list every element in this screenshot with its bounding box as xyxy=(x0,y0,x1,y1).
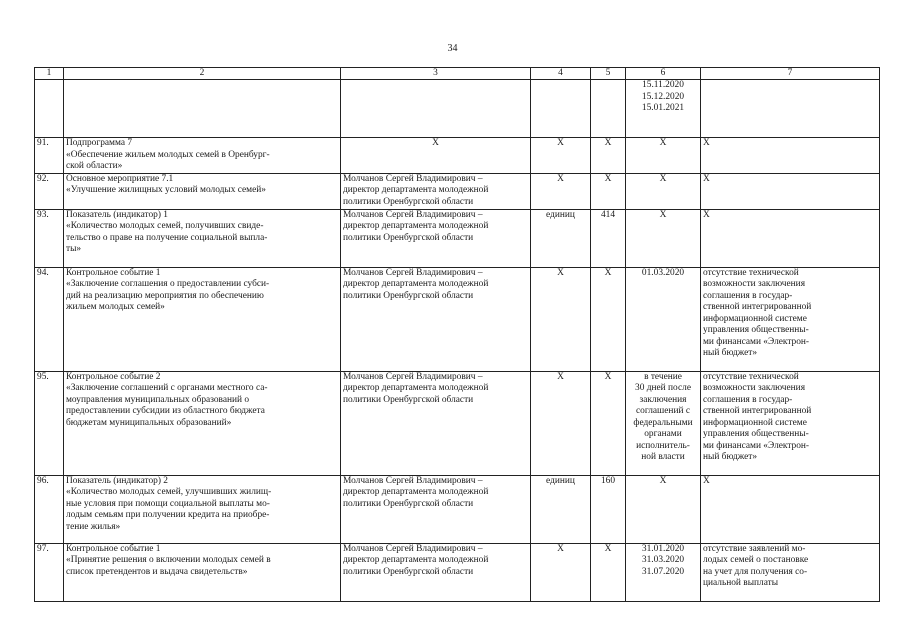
cell-line: директор департамента молодежной xyxy=(343,279,489,289)
column-header-5: 5 xyxy=(591,68,626,80)
cell-line: политики Оренбургской области xyxy=(343,196,474,207)
cell-value: X xyxy=(591,267,626,371)
cell-line: моуправления муниципальных образований о xyxy=(66,394,250,405)
table-row xyxy=(35,267,880,371)
cell-line: X xyxy=(703,138,710,148)
cell-line: ный бюджет» xyxy=(703,452,758,462)
cell-line: директор департамента молодежной xyxy=(343,487,489,497)
cell-line: жильем молодых семей» xyxy=(66,302,165,312)
cell-responsible xyxy=(341,267,531,371)
cell-name xyxy=(64,267,341,371)
cell-line: ной власти xyxy=(641,452,685,462)
cell-line: 31.07.2020 xyxy=(641,566,685,577)
table-row xyxy=(35,80,880,138)
cell-line: Молчанов Сергей Владимирович – xyxy=(343,475,483,486)
cell-responsible xyxy=(341,80,531,138)
cell-number: 93. xyxy=(35,209,64,267)
cell-line: X xyxy=(703,209,710,220)
table-row xyxy=(35,209,880,267)
cell-name xyxy=(64,371,341,475)
cell-line: Молчанов Сергей Владимирович – xyxy=(343,209,483,220)
cell-line: Контрольное событие 1 xyxy=(66,267,161,278)
table-body xyxy=(35,80,880,602)
cell-line: «Заключение соглашений с органами местного са- xyxy=(66,383,268,393)
column-header-4: 4 xyxy=(531,68,591,80)
cell-number: 96. xyxy=(35,475,64,543)
cell-line: «Обеспечение жильем молодых семей в Оренбург- xyxy=(66,149,270,160)
cell-line: федеральными xyxy=(633,417,693,428)
cell-line: управления общественны- xyxy=(703,325,809,335)
cell-responsible xyxy=(341,173,531,209)
cell-line: политики Оренбургской области xyxy=(343,232,474,243)
cell-value: 160 xyxy=(591,475,626,543)
cell-date xyxy=(626,371,701,475)
cell-value xyxy=(591,80,626,138)
cell-number: 92. xyxy=(35,173,64,209)
cell-responsible xyxy=(341,371,531,475)
cell-line: директор департамента молодежной xyxy=(343,221,489,231)
cell-line: политики Оренбургской области xyxy=(343,498,474,509)
cell-line: тение жилья» xyxy=(66,521,121,532)
cell-date xyxy=(626,543,701,601)
column-header-6: 6 xyxy=(626,68,701,80)
cell-note xyxy=(701,138,880,174)
cell-value: X xyxy=(591,138,626,174)
cell-line: ственной интегрированной xyxy=(703,302,812,312)
column-header-3: 3 xyxy=(341,68,531,80)
cell-line: соглашения в государ- xyxy=(703,394,793,405)
cell-line: исполнитель- xyxy=(636,440,690,451)
cell-line: 31.03.2020 xyxy=(641,555,685,565)
program-table xyxy=(34,67,880,602)
table-row xyxy=(35,371,880,475)
cell-number xyxy=(35,80,64,138)
cell-line: «Количество молодых семей, получивших свиде- xyxy=(66,221,264,231)
cell-line: Показатель (индикатор) 1 xyxy=(66,209,168,220)
cell-line: органами xyxy=(644,429,682,439)
cell-line: политики Оренбургской области xyxy=(343,394,474,405)
cell-line: ственной интегрированной xyxy=(703,406,812,416)
cell-line: X xyxy=(703,475,710,486)
cell-unit: X xyxy=(531,543,591,601)
cell-name xyxy=(64,173,341,209)
cell-note xyxy=(701,267,880,371)
cell-responsible xyxy=(341,475,531,543)
cell-line: Молчанов Сергей Владимирович – xyxy=(343,371,483,382)
cell-line: информационной системе xyxy=(703,417,807,428)
cell-line: X xyxy=(659,209,667,220)
cell-line: директор департамента молодежной xyxy=(343,383,489,393)
cell-name xyxy=(64,209,341,267)
cell-name xyxy=(64,80,341,138)
page-number: 34 xyxy=(447,43,458,54)
cell-name xyxy=(64,543,341,601)
cell-line: 31.01.2020 xyxy=(641,543,685,554)
cell-name xyxy=(64,138,341,174)
cell-value: X xyxy=(591,543,626,601)
cell-line: отсутствие заявлений мо- xyxy=(703,543,806,554)
cell-line: Показатель (индикатор) 2 xyxy=(66,475,168,486)
cell-line: соглашения в государ- xyxy=(703,290,793,301)
cell-unit: единиц xyxy=(531,209,591,267)
cell-value: 414 xyxy=(591,209,626,267)
cell-date xyxy=(626,209,701,267)
cell-line: X xyxy=(703,173,710,184)
cell-unit: X xyxy=(531,173,591,209)
cell-unit xyxy=(531,80,591,138)
table-row xyxy=(35,543,880,601)
cell-line: отсутствие технической xyxy=(703,371,799,382)
cell-line: политики Оренбургской области xyxy=(343,290,474,301)
cell-line: «Заключение соглашения о предоставлении субси- xyxy=(66,279,270,289)
cell-line: ные условия при помощи социальной выплаты мо- xyxy=(66,498,270,509)
header-row xyxy=(35,68,880,80)
cell-unit: единиц xyxy=(531,475,591,543)
cell-line: директор департамента молодежной xyxy=(343,185,489,195)
cell-line: ты» xyxy=(66,244,82,254)
cell-line: соглашений с xyxy=(636,406,690,416)
table-row xyxy=(35,475,880,543)
table-row xyxy=(35,138,880,174)
cell-responsible xyxy=(341,138,531,174)
cell-line: 15.01.2021 xyxy=(641,103,685,113)
cell-line: «Количество молодых семей, улучшивших жилищ- xyxy=(66,487,272,497)
cell-line: X xyxy=(659,173,667,184)
cell-value: X xyxy=(591,371,626,475)
cell-note xyxy=(701,173,880,209)
cell-date xyxy=(626,80,701,138)
cell-line: возможности заключения xyxy=(703,279,806,289)
cell-number: 97. xyxy=(35,543,64,601)
cell-line: 01.03.2020 xyxy=(641,267,685,278)
cell-line: «Улучшение жилищных условий молодых семей» xyxy=(66,185,266,195)
cell-date xyxy=(626,138,701,174)
cell-line: Подпрограмма 7 xyxy=(66,138,133,148)
cell-line: Контрольное событие 1 xyxy=(66,543,161,554)
column-header-2: 2 xyxy=(64,68,341,80)
cell-number: 94. xyxy=(35,267,64,371)
cell-line: «Принятие решения о включении молодых семей в xyxy=(66,555,271,565)
cell-line: директор департамента молодежной xyxy=(343,555,489,565)
cell-line: предоставлении субсидии из областного бюджета xyxy=(66,406,265,416)
cell-line: X xyxy=(432,138,439,148)
cell-line: в течение xyxy=(644,371,682,382)
cell-line: Молчанов Сергей Владимирович – xyxy=(343,267,483,278)
cell-unit: X xyxy=(531,371,591,475)
cell-line: ми финансами «Электрон- xyxy=(703,336,810,347)
column-header-7: 7 xyxy=(701,68,880,80)
cell-line: 15.11.2020 xyxy=(642,80,684,90)
cell-line: ской области» xyxy=(66,161,123,171)
cell-responsible xyxy=(341,209,531,267)
cell-line: список претендентов и выдача свидетельств» xyxy=(66,566,248,577)
cell-line: Контрольное событие 2 xyxy=(66,371,161,382)
cell-line: заключения xyxy=(639,394,687,405)
cell-note xyxy=(701,80,880,138)
cell-line: отсутствие технической xyxy=(703,267,799,278)
cell-line: ми финансами «Электрон- xyxy=(703,440,810,451)
cell-number: 91. xyxy=(35,138,64,174)
cell-line: лодым семьям при получении кредита на приобре- xyxy=(66,510,270,520)
cell-note xyxy=(701,371,880,475)
cell-line: дий на реализацию мероприятия по обеспечению xyxy=(66,290,264,301)
cell-date xyxy=(626,173,701,209)
cell-line: Основное мероприятие 7.1 xyxy=(66,173,174,184)
cell-line: Молчанов Сергей Владимирович – xyxy=(343,543,483,554)
cell-line: Молчанов Сергей Владимирович – xyxy=(343,173,483,184)
cell-line: на учет для получения со- xyxy=(703,566,808,577)
cell-responsible xyxy=(341,543,531,601)
table-row xyxy=(35,173,880,209)
cell-line: управления общественны- xyxy=(703,429,809,439)
cell-line: ный бюджет» xyxy=(703,348,758,358)
column-header-1: 1 xyxy=(35,68,64,80)
cell-line: 15.12.2020 xyxy=(641,91,685,102)
cell-value: X xyxy=(591,173,626,209)
cell-line: X xyxy=(659,138,667,148)
cell-line: X xyxy=(659,475,667,486)
cell-name xyxy=(64,475,341,543)
cell-note xyxy=(701,209,880,267)
cell-unit: X xyxy=(531,267,591,371)
cell-line: возможности заключения xyxy=(703,383,806,393)
cell-line: 30 дней после xyxy=(635,383,691,393)
cell-line: политики Оренбургской области xyxy=(343,566,474,577)
cell-date xyxy=(626,267,701,371)
cell-date xyxy=(626,475,701,543)
cell-note xyxy=(701,543,880,601)
cell-line: лодых семей о постановке xyxy=(703,555,809,565)
cell-line: циальной выплаты xyxy=(703,578,779,588)
cell-note xyxy=(701,475,880,543)
cell-line: информационной системе xyxy=(703,313,807,324)
cell-unit: X xyxy=(531,138,591,174)
cell-number: 95. xyxy=(35,371,64,475)
table-header xyxy=(35,68,880,80)
cell-line: тельство о праве на получение социальной выпла- xyxy=(66,232,268,243)
cell-line: бюджетам муниципальных образований» xyxy=(66,417,232,428)
